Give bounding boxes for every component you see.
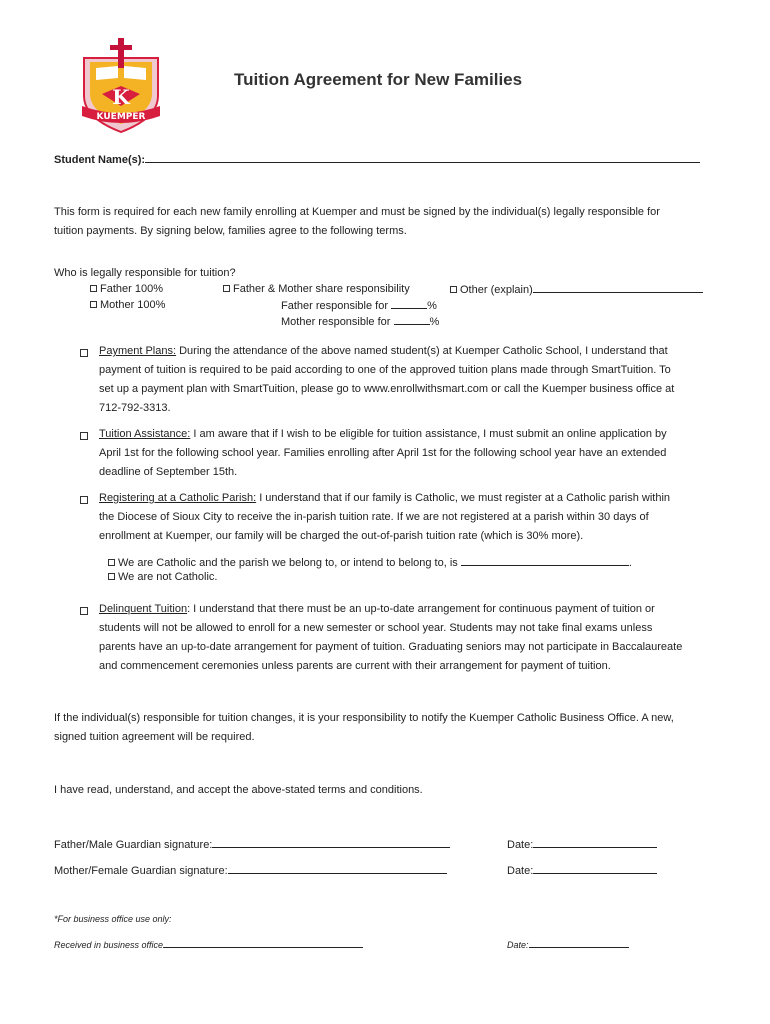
- delinquent-tuition-line-2: students will not be allowed to enroll for a new semester or school year. Students may not take final exams unless: [99, 622, 653, 634]
- father-date-field[interactable]: [533, 835, 657, 848]
- tuition-assistance-checkbox[interactable]: [80, 432, 88, 440]
- delinquent-tuition-section: [99, 600, 719, 676]
- office-use-note: *For business office use only:: [54, 914, 172, 924]
- tuition-assistance-heading: Tuition Assistance:: [99, 428, 191, 440]
- mother-date-field[interactable]: [533, 861, 657, 874]
- change-notice: [54, 709, 704, 747]
- delinquent-tuition-line-4: and commencement ceremonies unless parents are current with their arrangement for payment of tuition.: [99, 660, 611, 672]
- change-notice-line-1: If the individual(s) responsible for tuition changes, it is your responsibility to notify the Kuemper Catholic Business Office. A new,: [54, 712, 674, 724]
- father-signature-field[interactable]: [212, 835, 450, 848]
- father-date-label: Date:: [507, 839, 534, 851]
- father-signature-label: Father/Male Guardian signature:: [54, 839, 213, 851]
- payment-plans-heading: Payment Plans:: [99, 345, 177, 357]
- mother-date-label: Date:: [507, 865, 534, 877]
- catholic-parish-heading: Registering at a Catholic Parish:: [99, 492, 257, 504]
- other-explain-field[interactable]: [533, 280, 703, 293]
- office-date-field[interactable]: [529, 937, 629, 948]
- father-signature-row: [54, 835, 450, 854]
- not-catholic-option[interactable]: [108, 568, 217, 586]
- payment-plans-line-4: 712-792-3313.: [99, 402, 171, 414]
- received-row: [54, 937, 363, 950]
- logo-letter: K: [112, 85, 130, 109]
- office-date-label: Date:: [507, 940, 529, 950]
- catholic-parish-checkbox[interactable]: [80, 496, 88, 504]
- mother-100-option[interactable]: [90, 296, 165, 314]
- mother-signature-field[interactable]: [228, 861, 447, 874]
- crest-icon: [78, 36, 164, 136]
- not-catholic-label: We are not Catholic.: [118, 571, 218, 583]
- catholic-checkbox[interactable]: [108, 559, 115, 566]
- tuition-assistance-line-1: I am aware that if I wish to be eligible for tuition assistance, I must submit an online application by: [190, 428, 667, 440]
- share-label: Father & Mother share responsibility: [233, 283, 410, 295]
- delinquent-tuition-line-1: : I understand that there must be an up-to-date arrangement for continuous payment of tuition or: [187, 603, 655, 615]
- share-checkbox[interactable]: [223, 285, 230, 292]
- delinquent-tuition-checkbox[interactable]: [80, 607, 88, 615]
- father-percent-field[interactable]: [391, 296, 427, 309]
- mother-signature-label: Mother/Female Guardian signature:: [54, 865, 228, 877]
- delinquent-tuition-line-3: parents have an up-to-date arrangement for payment of tuition. Graduating seniors may not participate in Baccalaureate: [99, 641, 683, 653]
- student-name-label: Student Name(s):: [54, 154, 146, 166]
- responsibility-question: Who is legally responsible for tuition?: [54, 267, 236, 279]
- mother-signature-row: [54, 861, 447, 880]
- catholic-parish-line-2: the Diocese of Sioux City to receive the in-parish tuition rate. If we are not registered at a parish within 30 days of: [99, 511, 649, 523]
- payment-plans-checkbox[interactable]: [80, 349, 88, 357]
- catholic-parish-line-3: enrollment at Kuemper, our family will be charged the out-of-parish tuition rate (which is 30% more).: [99, 530, 584, 542]
- mother-percent-label: Mother responsible for: [281, 316, 391, 328]
- payment-plans-line-2: payment of tuition is required to be paid according to one of the approved tuition plans made through SmartTuition. To: [99, 364, 671, 376]
- logo-text: KUEMPER: [96, 112, 146, 122]
- page-title: Tuition Agreement for New Families: [234, 70, 523, 89]
- intro-text: [54, 203, 704, 241]
- intro-line-2: tuition payments. By signing below, families agree to the following terms.: [54, 225, 407, 237]
- mother-percent-field[interactable]: [394, 312, 430, 325]
- tuition-assistance-line-2: April 1st for the following school year. Families enrolling after April 1st for the following school year have an extended: [99, 447, 667, 459]
- tuition-assistance-section: [99, 425, 719, 482]
- catholic-parish-line-1: I understand that if our family is Catholic, we must register at a Catholic parish within: [256, 492, 671, 504]
- mother-percent-sign: %: [429, 316, 440, 328]
- student-name-row: [54, 150, 700, 169]
- change-notice-line-2: signed tuition agreement will be required.: [54, 731, 255, 743]
- mother-100-checkbox[interactable]: [90, 301, 97, 308]
- mother-100-label: Mother 100%: [100, 299, 166, 311]
- tuition-assistance-line-3: deadline of September 15th.: [99, 466, 238, 478]
- student-name-field[interactable]: [145, 150, 700, 163]
- acceptance-statement: I have read, understand, and accept the above-stated terms and conditions.: [54, 784, 423, 796]
- received-field[interactable]: [163, 937, 363, 948]
- father-100-label: Father 100%: [100, 283, 163, 295]
- delinquent-tuition-heading: Delinquent Tuition: [99, 603, 188, 615]
- father-100-checkbox[interactable]: [90, 285, 97, 292]
- other-checkbox[interactable]: [450, 286, 457, 293]
- other-label: Other (explain): [460, 284, 533, 296]
- kuemper-logo: [78, 36, 164, 136]
- payment-plans-section: [99, 342, 719, 418]
- mother-percent-row: [281, 312, 439, 331]
- father-percent-label: Father responsible for: [281, 300, 388, 312]
- office-date-row: [507, 937, 629, 950]
- parish-name-field[interactable]: [461, 553, 629, 566]
- father-percent-sign: %: [427, 300, 437, 312]
- payment-plans-line-1: During the attendance of the above named student(s) at Kuemper Catholic School, I understand that: [176, 345, 668, 357]
- catholic-label: We are Catholic and the parish we belong to, or intend to belong to, is: [118, 557, 458, 569]
- catholic-parish-section: [99, 489, 719, 546]
- intro-line-1: This form is required for each new family enrolling at Kuemper and must be signed by the individual(s) legally responsible for: [54, 206, 660, 218]
- mother-date-row: [507, 861, 657, 880]
- catholic-label-end: .: [628, 557, 632, 569]
- payment-plans-line-3: set up a payment plan with SmartTuition, please go to www.enrollwithsmart.com or call the Kuemper business office at: [99, 383, 675, 395]
- received-label: Received in business office: [54, 940, 164, 950]
- father-date-row: [507, 835, 657, 854]
- other-option[interactable]: [450, 280, 703, 299]
- not-catholic-checkbox[interactable]: [108, 573, 115, 580]
